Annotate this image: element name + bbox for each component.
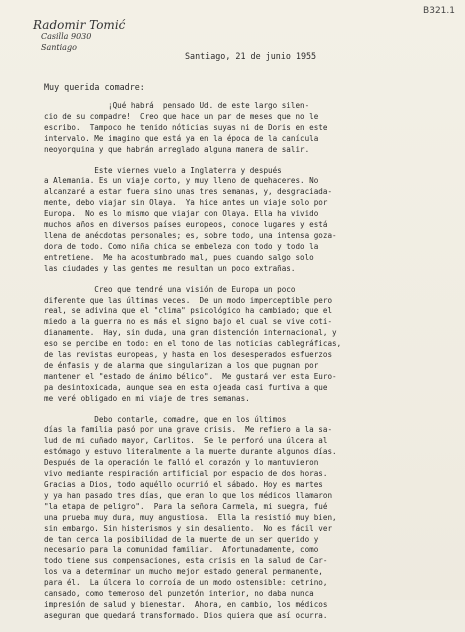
text-line: las ciudades y las gentes me resultan un poco extrañas. <box>44 263 296 273</box>
paragraph <box>44 166 444 275</box>
letter-date: Santiago, 21 de junio 1955 <box>185 51 317 61</box>
text-line: Gracias a Dios, todo aquéllo ocurrió el sábado. Hoy es martes <box>44 480 323 489</box>
paragraph <box>44 285 444 405</box>
paragraph <box>44 101 444 156</box>
text-line: alcanzaré a estar fuera sino unas tres semanas, y, desgraciada- <box>44 187 333 197</box>
text-line: intervalo. Me imagino que está ya en la época de la canícula <box>44 133 319 143</box>
paragraph <box>44 415 444 622</box>
text-line: ¡Qué habrá pensado Ud. de este largo silen- <box>44 101 310 110</box>
text-line: real, se adivina que el "clima" psicológico ha cambiado; que el <box>44 306 333 316</box>
text-line: miedo a la guerra no es más el signo bajo el cual se vive coti- <box>44 317 333 327</box>
text-line: de énfasis y de alarma que singularizan a los que pugnan por <box>44 360 319 370</box>
text-line: días la familia pasó por una grave crisis. Me refiero a la sa- <box>44 425 333 435</box>
text-line: Este viernes vuelo a Inglaterra y después <box>44 165 282 175</box>
text-line: vivo mediante respiración artificial por espacio de dos horas. <box>44 469 328 479</box>
text-line: aseguran que quedará transformado. Dios quiera que así ocurra. <box>44 610 328 620</box>
text-line: me veré obligado en mi viaje de tres semanas. <box>44 393 250 403</box>
text-line: entretiene. Me ha acostumbrado mal, pues cuando salgo solo <box>44 252 314 262</box>
text-line: de tan cerca la posibilidad de la muerte de un ser querido y <box>44 534 319 544</box>
letter-salutation: Muy querida comadre: <box>44 82 145 92</box>
text-line: estómago y estuvo literalmente a la muerte durante algunos días. <box>44 447 337 457</box>
text-line: Después de la operación le falló el corazón y lo mantuvieron <box>44 458 319 468</box>
text-line: Europa. No es lo mismo que viajar con Olaya. Ella ha vivido <box>44 209 319 219</box>
text-line: mente, debo viajar sin Olaya. Ya hice antes un viaje solo por <box>44 198 328 208</box>
text-line: de las revistas europeas, y hasta en los desesperados esfuerzos <box>44 350 333 360</box>
text-line: mantener el "estado de ánimo bélico". Me gustará ver esta Euro- <box>44 371 337 381</box>
text-line: muchos años en diversos países europeos, conoce lugares y está <box>44 220 328 230</box>
text-line: escribo. Tampoco he tenido nóticias suyas ni de Doris en este <box>44 122 328 132</box>
text-line: dora de todo. Como niña chica se embeleza con todo y todo la <box>44 241 319 251</box>
text-line: pa desintoxicada, aunque sea en esta ojeada casi furtiva a que <box>44 382 328 392</box>
text-line: dianamente. Hay, sin duda, una gran distención internacional, y <box>44 328 337 338</box>
letterhead-name: Radomir Tomić <box>33 18 126 32</box>
text-line: Creo que tendré una visión de Europa un poco <box>44 284 296 294</box>
text-line: "la etapa de peligro". Para la señora Carmela, mi suegra, fué <box>44 501 328 511</box>
letterhead <box>33 20 153 53</box>
text-line: cio de su compadre! Creo que hace un par de meses que no le <box>44 111 319 121</box>
text-line: lud de mi cuñado mayor, Carlitos. Se le perforó una úlcera al <box>44 436 328 446</box>
text-line: todo tiene sus compensaciones, esta crisis en la salud de Car- <box>44 556 328 566</box>
letter-body <box>44 101 444 632</box>
text-line: cansado, como temeroso del punzetón interior, no daba nunca <box>44 589 314 599</box>
text-line: y ya han pasado tres días, que eran lo que los médicos llamaron <box>44 490 333 500</box>
text-line: eso se percibe en todo: en el tono de las noticias cablegráficas, <box>44 339 342 349</box>
text-line: necesario para la comunidad familiar. Afortunadamente, como <box>44 545 319 555</box>
text-line: Debo contarle, comadre, que en los últimos <box>44 414 287 424</box>
text-line: para él. La úlcera lo corroía de un modo ostensible: cetrino, <box>44 578 328 588</box>
text-line: impresión de salud y bienestar. Ahora, en cambio, los médicos <box>44 599 328 609</box>
text-line: una prueba muy dura, muy angustiosa. Ella la resistió muy bien, <box>44 512 337 522</box>
text-line: los va a determinar un mucho mejor estado general permanente, <box>44 567 323 577</box>
text-line: neoyorquina y que habrán arreglado alguna manera de salir. <box>44 144 310 154</box>
archive-code: B321.1 <box>423 6 455 16</box>
text-line: a Alemania. Es un viaje corto, y muy lleno de quehaceres. No <box>44 176 319 186</box>
text-line: sin embargo. Sin histerismos y sin desaliento. No es fácil ver <box>44 523 333 533</box>
text-line: llena de anécdotas personales; es, sobre todo, una intensa goza- <box>44 230 337 240</box>
letterhead-address-line2: Santiago <box>41 43 77 52</box>
letterhead-address-line1: Casilla 9030 <box>41 32 92 41</box>
text-line: diferente que las últimas veces. De un modo imperceptible pero <box>44 295 333 305</box>
